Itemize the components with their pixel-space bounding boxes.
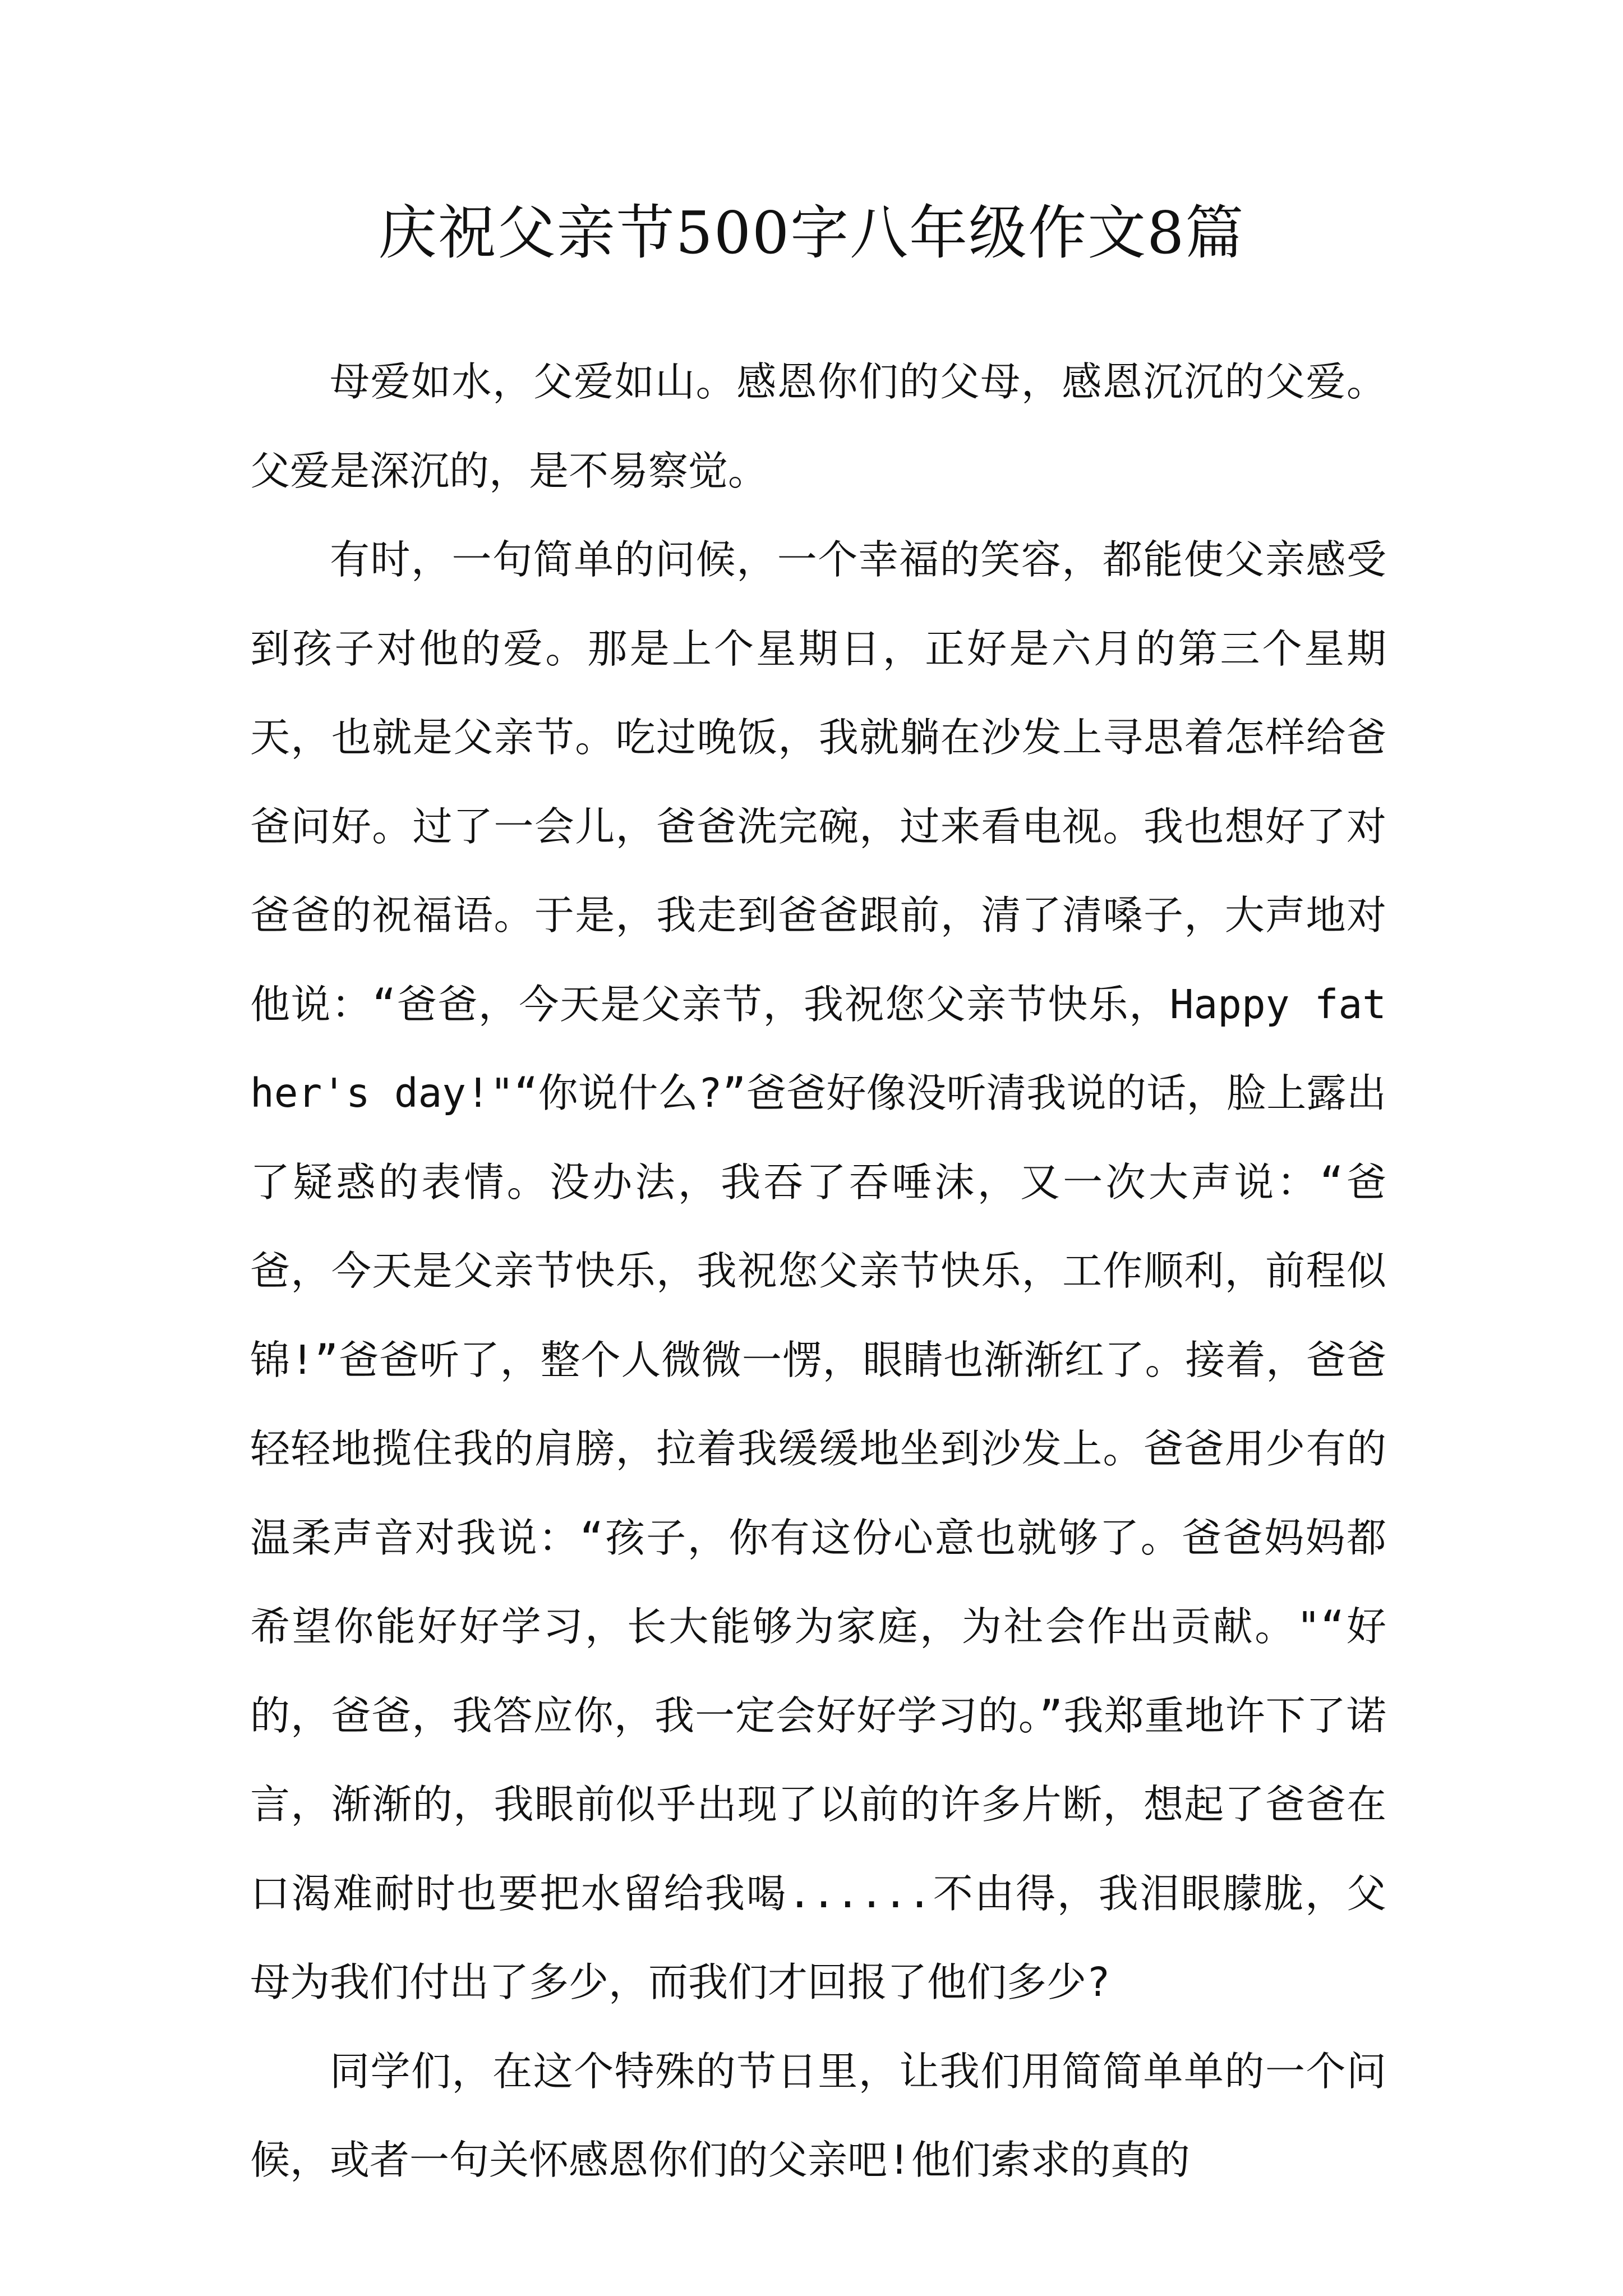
paragraph-3: 同学们，在这个特殊的节日里，让我们用简简单单的一个问候，或者一句关怀感恩你们的父亲吧!他们索求的真的 <box>250 2047 1386 2183</box>
document-body <box>250 338 1386 2205</box>
paragraph-2: 有时，一句简单的问候，一个幸福的笑容，都能使父亲感受到孩子对他的爱。那是上个星期日，正好是六月的第三个星期天，也就是父亲节。吃过晚饭，我就躺在沙发上寻思着怎样给爸爸问好。过了一会儿，爸爸洗完碗，过来看电视。我也想好了对爸爸的祝福语。于是，我走到爸爸跟前，清了清嗓子，大声地对他说：“爸爸，今天是父亲节，我祝您父亲节快乐，Happy father's day!"“你说什么?”爸爸好像没听清我说的话，脸上露出了疑惑的表情。没办法，我吞了吞唾沫，又一次大声说：“爸爸，今天是父亲节快乐，我祝您父亲节快乐，工作顺利，前程似锦!”爸爸听了，整个人微微一愣，眼睛也渐渐红了。接着，爸爸轻轻地揽住我的肩膀，拉着我缓缓地坐到沙发上。爸爸用少有的温柔声音对我说：“孩子，你有这份心意也就够了。爸爸妈妈都希望你能好好学习，长大能够为家庭，为社会作出贡献。"“好的，爸爸，我答应你，我一定会好好学习的。”我郑重地许下了诺言，渐渐的，我眼前似乎出现了以前的许多片断，想起了爸爸在口渴难耐时也要把水留给我喝......不由得，我泪眼朦胧，父母为我们付出了多少，而我们才回报了他们多少? <box>250 536 1386 2005</box>
paragraph-1: 母爱如水，父爱如山。感恩你们的父母，感恩沉沉的父爱。父爱是深沉的，是不易察觉。 <box>250 358 1386 494</box>
document-title: 庆祝父亲节500字八年级作文8篇 <box>378 199 1245 267</box>
